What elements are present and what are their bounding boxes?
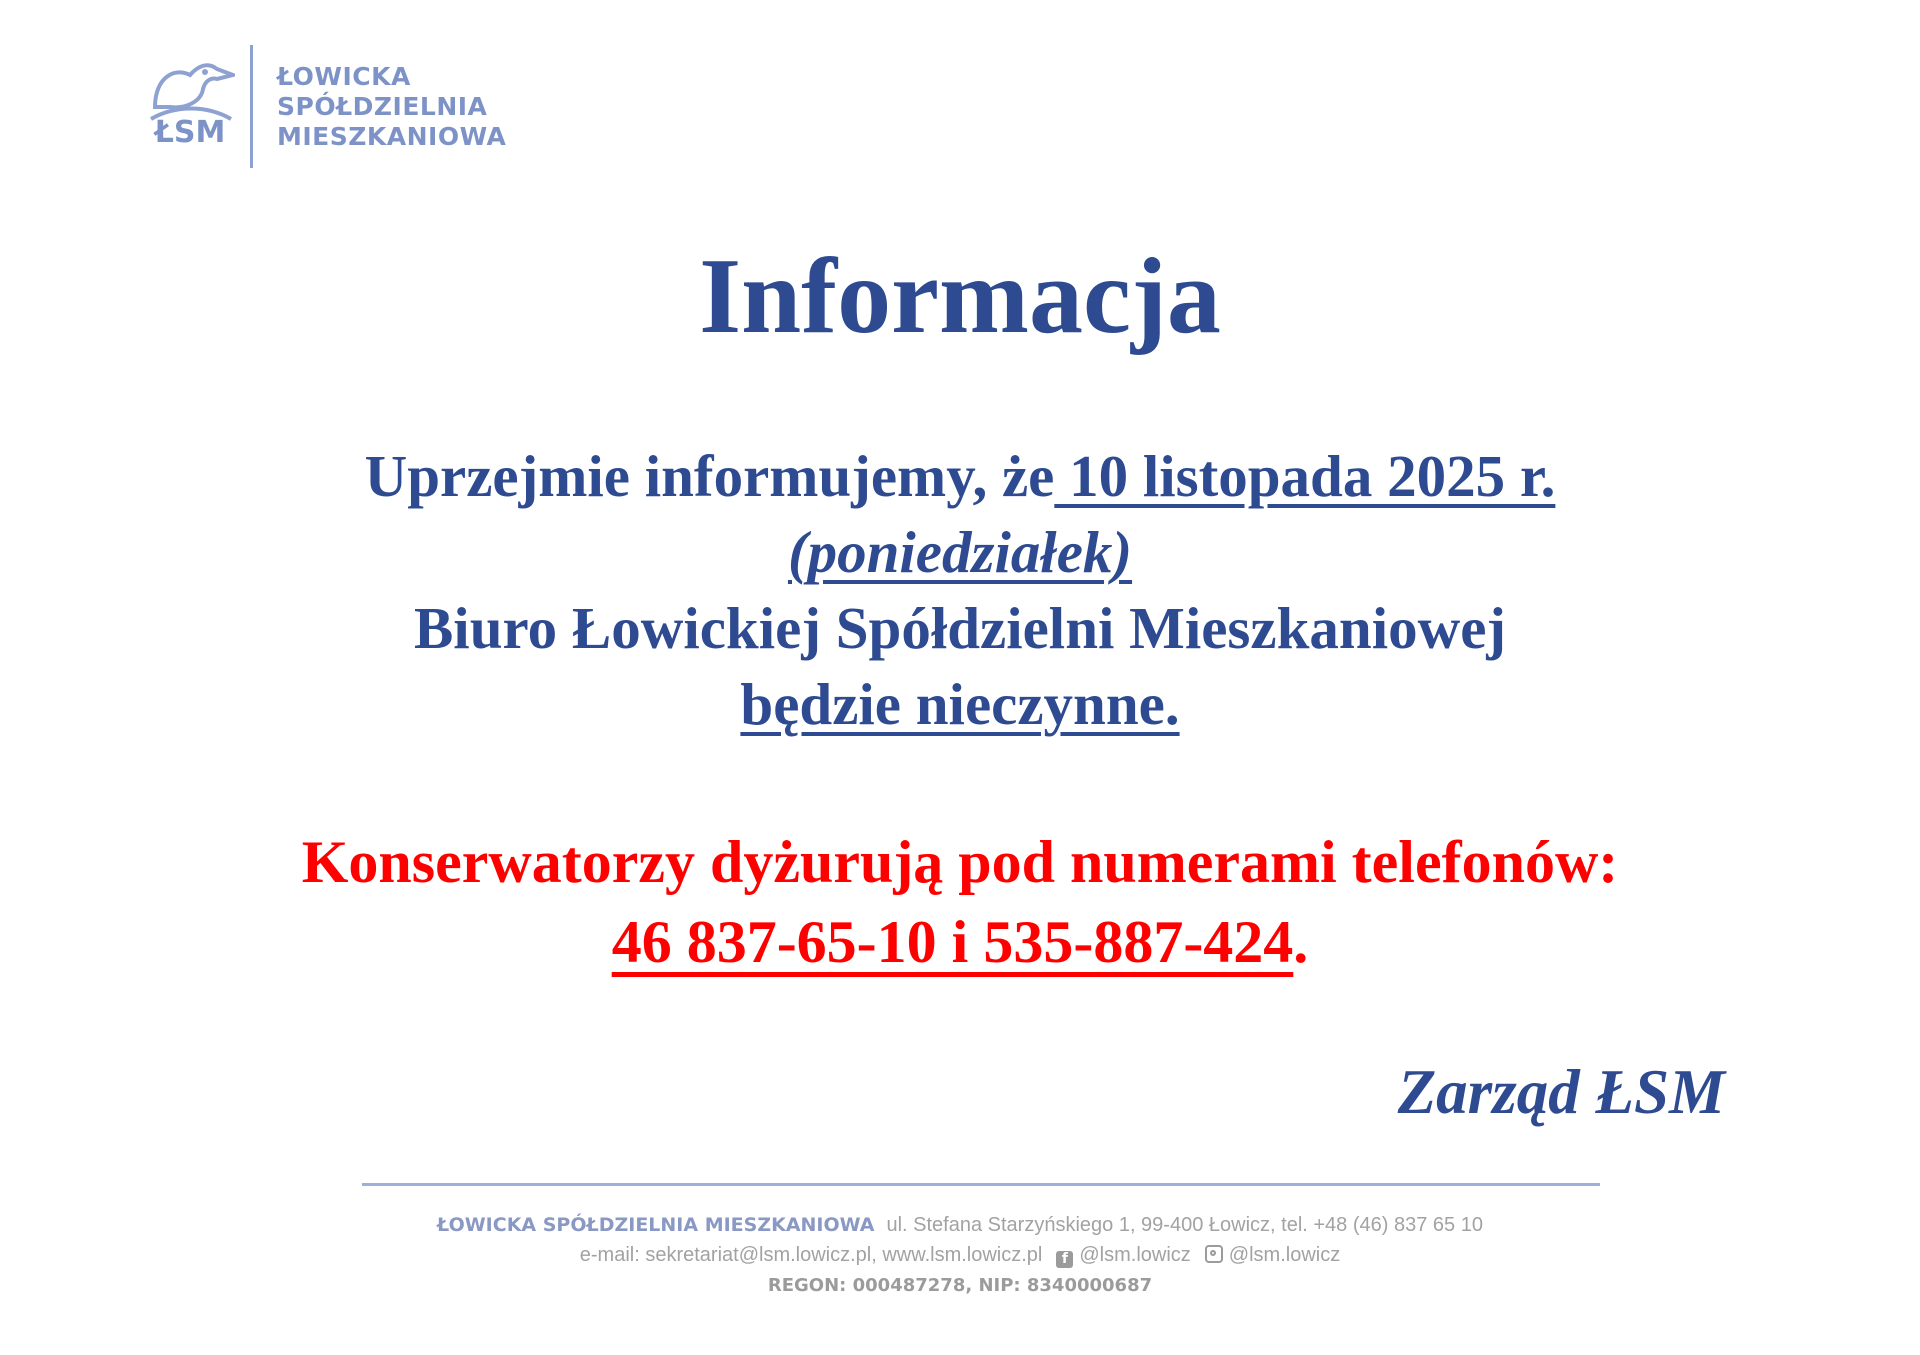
maintenance-phone-numbers: 46 837-65-10 i 535-887-424 bbox=[611, 909, 1294, 975]
notice-office-name: Biuro Łowickiej Spółdzielni Mieszkaniowej bbox=[413, 595, 1507, 661]
maintenance-heading: Konserwatorzy dyżurują pod numerami telefonów: bbox=[301, 829, 1619, 895]
logo-org-name-line-2: SPÓŁDZIELNIA bbox=[277, 91, 488, 121]
closure-notice bbox=[0, 438, 1920, 742]
logo-org-name-line-3: MIESZKANIOWA bbox=[277, 121, 507, 151]
instagram-icon bbox=[1205, 1245, 1223, 1263]
maintenance-trailing-period: . bbox=[1293, 909, 1309, 975]
footer-contact-line bbox=[0, 1240, 1920, 1270]
footer-org-name: ŁOWICKA SPÓŁDZIELNIA MIESZKANIOWA bbox=[437, 1214, 875, 1236]
footer-address: ul. Stefana Starzyńskiego 1, 99-400 Łowicz, tel. +48 (46) 837 65 10 bbox=[886, 1214, 1483, 1236]
footer-divider bbox=[362, 1183, 1600, 1186]
facebook-icon: f bbox=[1056, 1251, 1073, 1268]
notice-date: 10 listopada 2025 r. bbox=[1054, 443, 1556, 509]
maintenance-contact bbox=[0, 822, 1920, 982]
bird-emblem-icon bbox=[145, 47, 235, 167]
notice-line-date bbox=[0, 438, 1920, 514]
notice-line-weekday bbox=[0, 514, 1920, 590]
footer-instagram: @lsm.lowicz bbox=[1228, 1244, 1341, 1266]
notice-intro-text: Uprzejmie informujemy, że bbox=[364, 443, 1055, 509]
notice-line-closed bbox=[0, 666, 1920, 742]
logo-org-name bbox=[277, 62, 506, 152]
footer-registry: REGON: 000487278, NIP: 8340000687 bbox=[767, 1275, 1153, 1296]
page-title: Informacja bbox=[699, 237, 1221, 356]
signature: Zarząd ŁSM bbox=[1397, 1057, 1725, 1127]
footer-address-line bbox=[0, 1210, 1920, 1240]
maintenance-phones-line bbox=[0, 902, 1920, 982]
logo-initials: ŁSM bbox=[154, 114, 226, 150]
notice-closed-text: będzie nieczynne. bbox=[740, 671, 1180, 737]
footer-registry-line bbox=[0, 1270, 1920, 1301]
notice-weekday: (poniedziałek) bbox=[787, 519, 1133, 585]
footer-email-web: e-mail: sekretariat@lsm.lowicz.pl, www.lsm.lowicz.pl bbox=[579, 1244, 1043, 1266]
footer bbox=[0, 1210, 1920, 1301]
logo-divider bbox=[250, 45, 253, 168]
logo-org-name-line-1: ŁOWICKA bbox=[277, 61, 411, 91]
footer-facebook: @lsm.lowicz bbox=[1079, 1244, 1191, 1266]
organization-logo bbox=[145, 45, 506, 168]
